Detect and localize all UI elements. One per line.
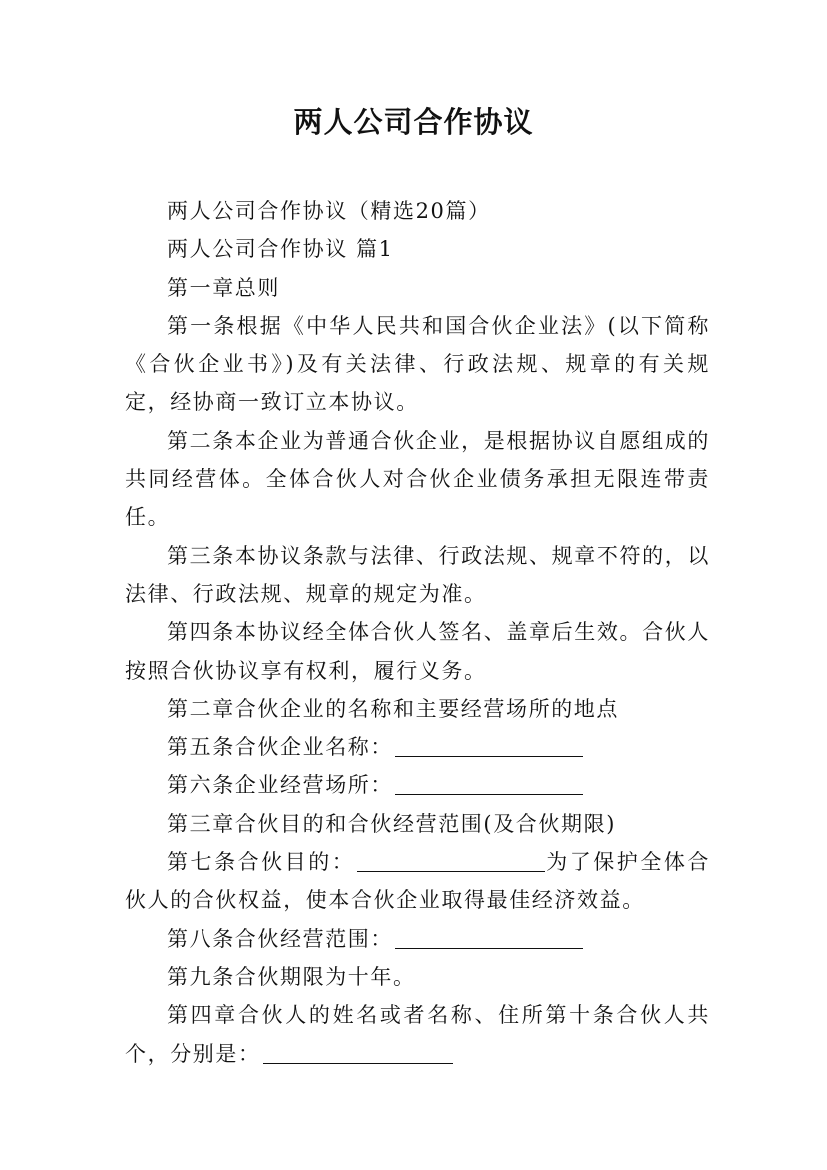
paragraph-article-4: 第四条本协议经全体合伙人签名、盖章后生效。合伙人按照合伙协议享有权利，履行义务。 (125, 620, 710, 683)
paragraph-article-5 (125, 728, 710, 766)
article-7-label: 第七条合伙目的： (167, 850, 356, 875)
article-6-label: 第六条企业经营场所： (167, 773, 393, 798)
partners-blank (263, 1039, 453, 1064)
article-8-label: 第八条合伙经营范围： (167, 926, 393, 951)
business-place-blank (395, 770, 583, 795)
paragraph-chapter-heading: 两人公司合作协议 篇1 (167, 237, 394, 262)
paragraph-article-7 (125, 843, 710, 920)
article-7-text: 为了保护全体合伙人的合伙权益，使本合伙企业取得最佳经济效益。 (125, 850, 710, 913)
paragraph-chapter-1: 第一章总则 (167, 275, 280, 300)
paragraph-chapter-2: 第二章合伙企业的名称和主要经营场所的地点 (167, 696, 619, 721)
chapter-4-text: 第四章合伙人的姓名或者名称、住所第十条合伙人共个，分别是： (125, 1003, 710, 1066)
document-title: 两人公司合作协议 (293, 105, 534, 139)
paragraph-article-9: 第九条合伙期限为十年。 (167, 964, 416, 989)
paragraph-chapter-3: 第三章合伙目的和合伙经营范围(及合伙期限) (167, 811, 616, 836)
paragraph-article-8 (125, 920, 710, 958)
paragraph-article-1: 第一条根据《中华人民共和国合伙企业法》(以下简称《合伙企业书》)及有关法律、行政法规、规章的有关规定，经协商一致订立本协议。 (125, 313, 710, 415)
partnership-purpose-blank (357, 847, 545, 872)
paragraph-article-3: 第三条本协议条款与法律、行政法规、规章不符的，以法律、行政法规、规章的规定为准。 (125, 543, 710, 606)
paragraph-article-6 (125, 766, 710, 804)
paragraph-chapter-4 (125, 996, 710, 1073)
paragraph-subtitle: 两人公司合作协议（精选20篇） (167, 199, 491, 223)
article-5-label: 第五条合伙企业名称： (167, 735, 393, 760)
enterprise-name-blank (395, 732, 583, 757)
business-scope-blank (395, 924, 583, 949)
document-body (125, 192, 710, 1073)
paragraph-article-2: 第二条本企业为普通合伙企业，是根据协议自愿组成的共同经营体。全体合伙人对合伙企业债务承担无限连带责任。 (125, 428, 710, 530)
